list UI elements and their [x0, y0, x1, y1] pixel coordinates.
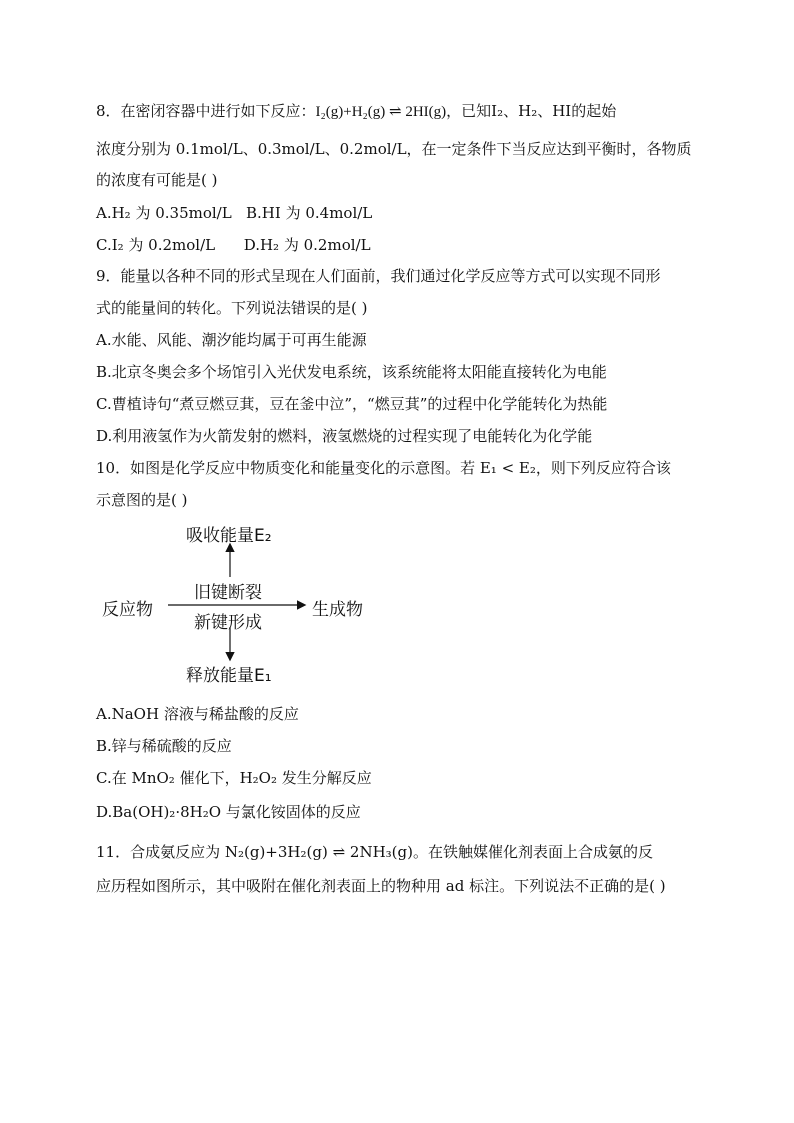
energy-diagram	[96, 515, 396, 690]
diagram-product-label: 生成物	[312, 600, 363, 620]
q8-option-b: B.HI 为 0.4mol/L	[246, 204, 373, 222]
diagram-form-label: 新键形成	[194, 613, 262, 633]
q10-line-1: 10．如图是化学反应中物质变化和能量变化的示意图。若 E₁ < E₂，则下列反应符合该	[96, 459, 671, 477]
diagram-break-label: 旧键断裂	[194, 583, 262, 603]
q10-option-d: D.Ba(OH)₂·8H₂O 与氯化铵固体的反应	[96, 803, 361, 821]
q8-equation: I₂(g)+H₂(g) ⇌ 2HI(g)	[315, 104, 447, 120]
q9-line-2: 式的能量间的转化。下列说法错误的是( )	[96, 299, 368, 317]
diagram-reactant-label: 反应物	[102, 600, 153, 620]
q8-line-3: 的浓度有可能是( )	[96, 171, 218, 189]
q10-option-b: B.锌与稀硫酸的反应	[96, 737, 232, 755]
q8-option-d: D.H₂ 为 0.2mol/L	[243, 236, 371, 254]
q8-suffix: ，已知I₂、H₂、HI的起始	[446, 102, 617, 120]
q9-line-1: 9．能量以各种不同的形式呈现在人们面前，我们通过化学反应等方式可以实现不同形	[96, 267, 661, 285]
q8-prefix: 8．在密闭容器中进行如下反应：	[96, 102, 316, 120]
q9-option-a: A.水能、风能、潮汐能均属于可再生能源	[96, 331, 367, 349]
q8-line-1	[96, 101, 616, 122]
q10-line-2: 示意图的是( )	[96, 491, 188, 509]
q8-option-c: C.I₂ 为 0.2mol/L	[96, 236, 216, 254]
q10-option-c: C.在 MnO₂ 催化下，H₂O₂ 发生分解反应	[96, 769, 372, 787]
q8-options-cd	[96, 235, 371, 255]
q9-option-b: B.北京冬奥会多个场馆引入光伏发电系统，该系统能将太阳能直接转化为电能	[96, 363, 607, 381]
q10-option-a: A.NaOH 溶液与稀盐酸的反应	[96, 705, 299, 723]
q8-line-2: 浓度分别为 0.1mol/L、0.3mol/L、0.2mol/L，在一定条件下当反应达到平衡时，各物质	[96, 140, 692, 158]
q9-option-c: C.曹植诗句“煮豆燃豆萁，豆在釜中泣”，“燃豆萁”的过程中化学能转化为热能	[96, 395, 608, 413]
q11-line-1: 11．合成氨反应为 N₂(g)+3H₂(g) ⇌ 2NH₃(g)。在铁触媒催化剂表面上合成氨的反	[96, 843, 653, 861]
q11-line-2: 应历程如图所示，其中吸附在催化剂表面上的物种用 ad 标注。下列说法不正确的是( )	[96, 877, 666, 895]
q8-option-a: A.H₂ 为 0.35mol/L	[96, 204, 232, 222]
diagram-release-label: 释放能量E₁	[186, 666, 272, 686]
q9-option-d: D.利用液氢作为火箭发射的燃料，液氢燃烧的过程实现了电能转化为化学能	[96, 427, 593, 445]
diagram-absorb-label: 吸收能量E₂	[186, 526, 272, 546]
q8-options-ab	[96, 203, 372, 223]
